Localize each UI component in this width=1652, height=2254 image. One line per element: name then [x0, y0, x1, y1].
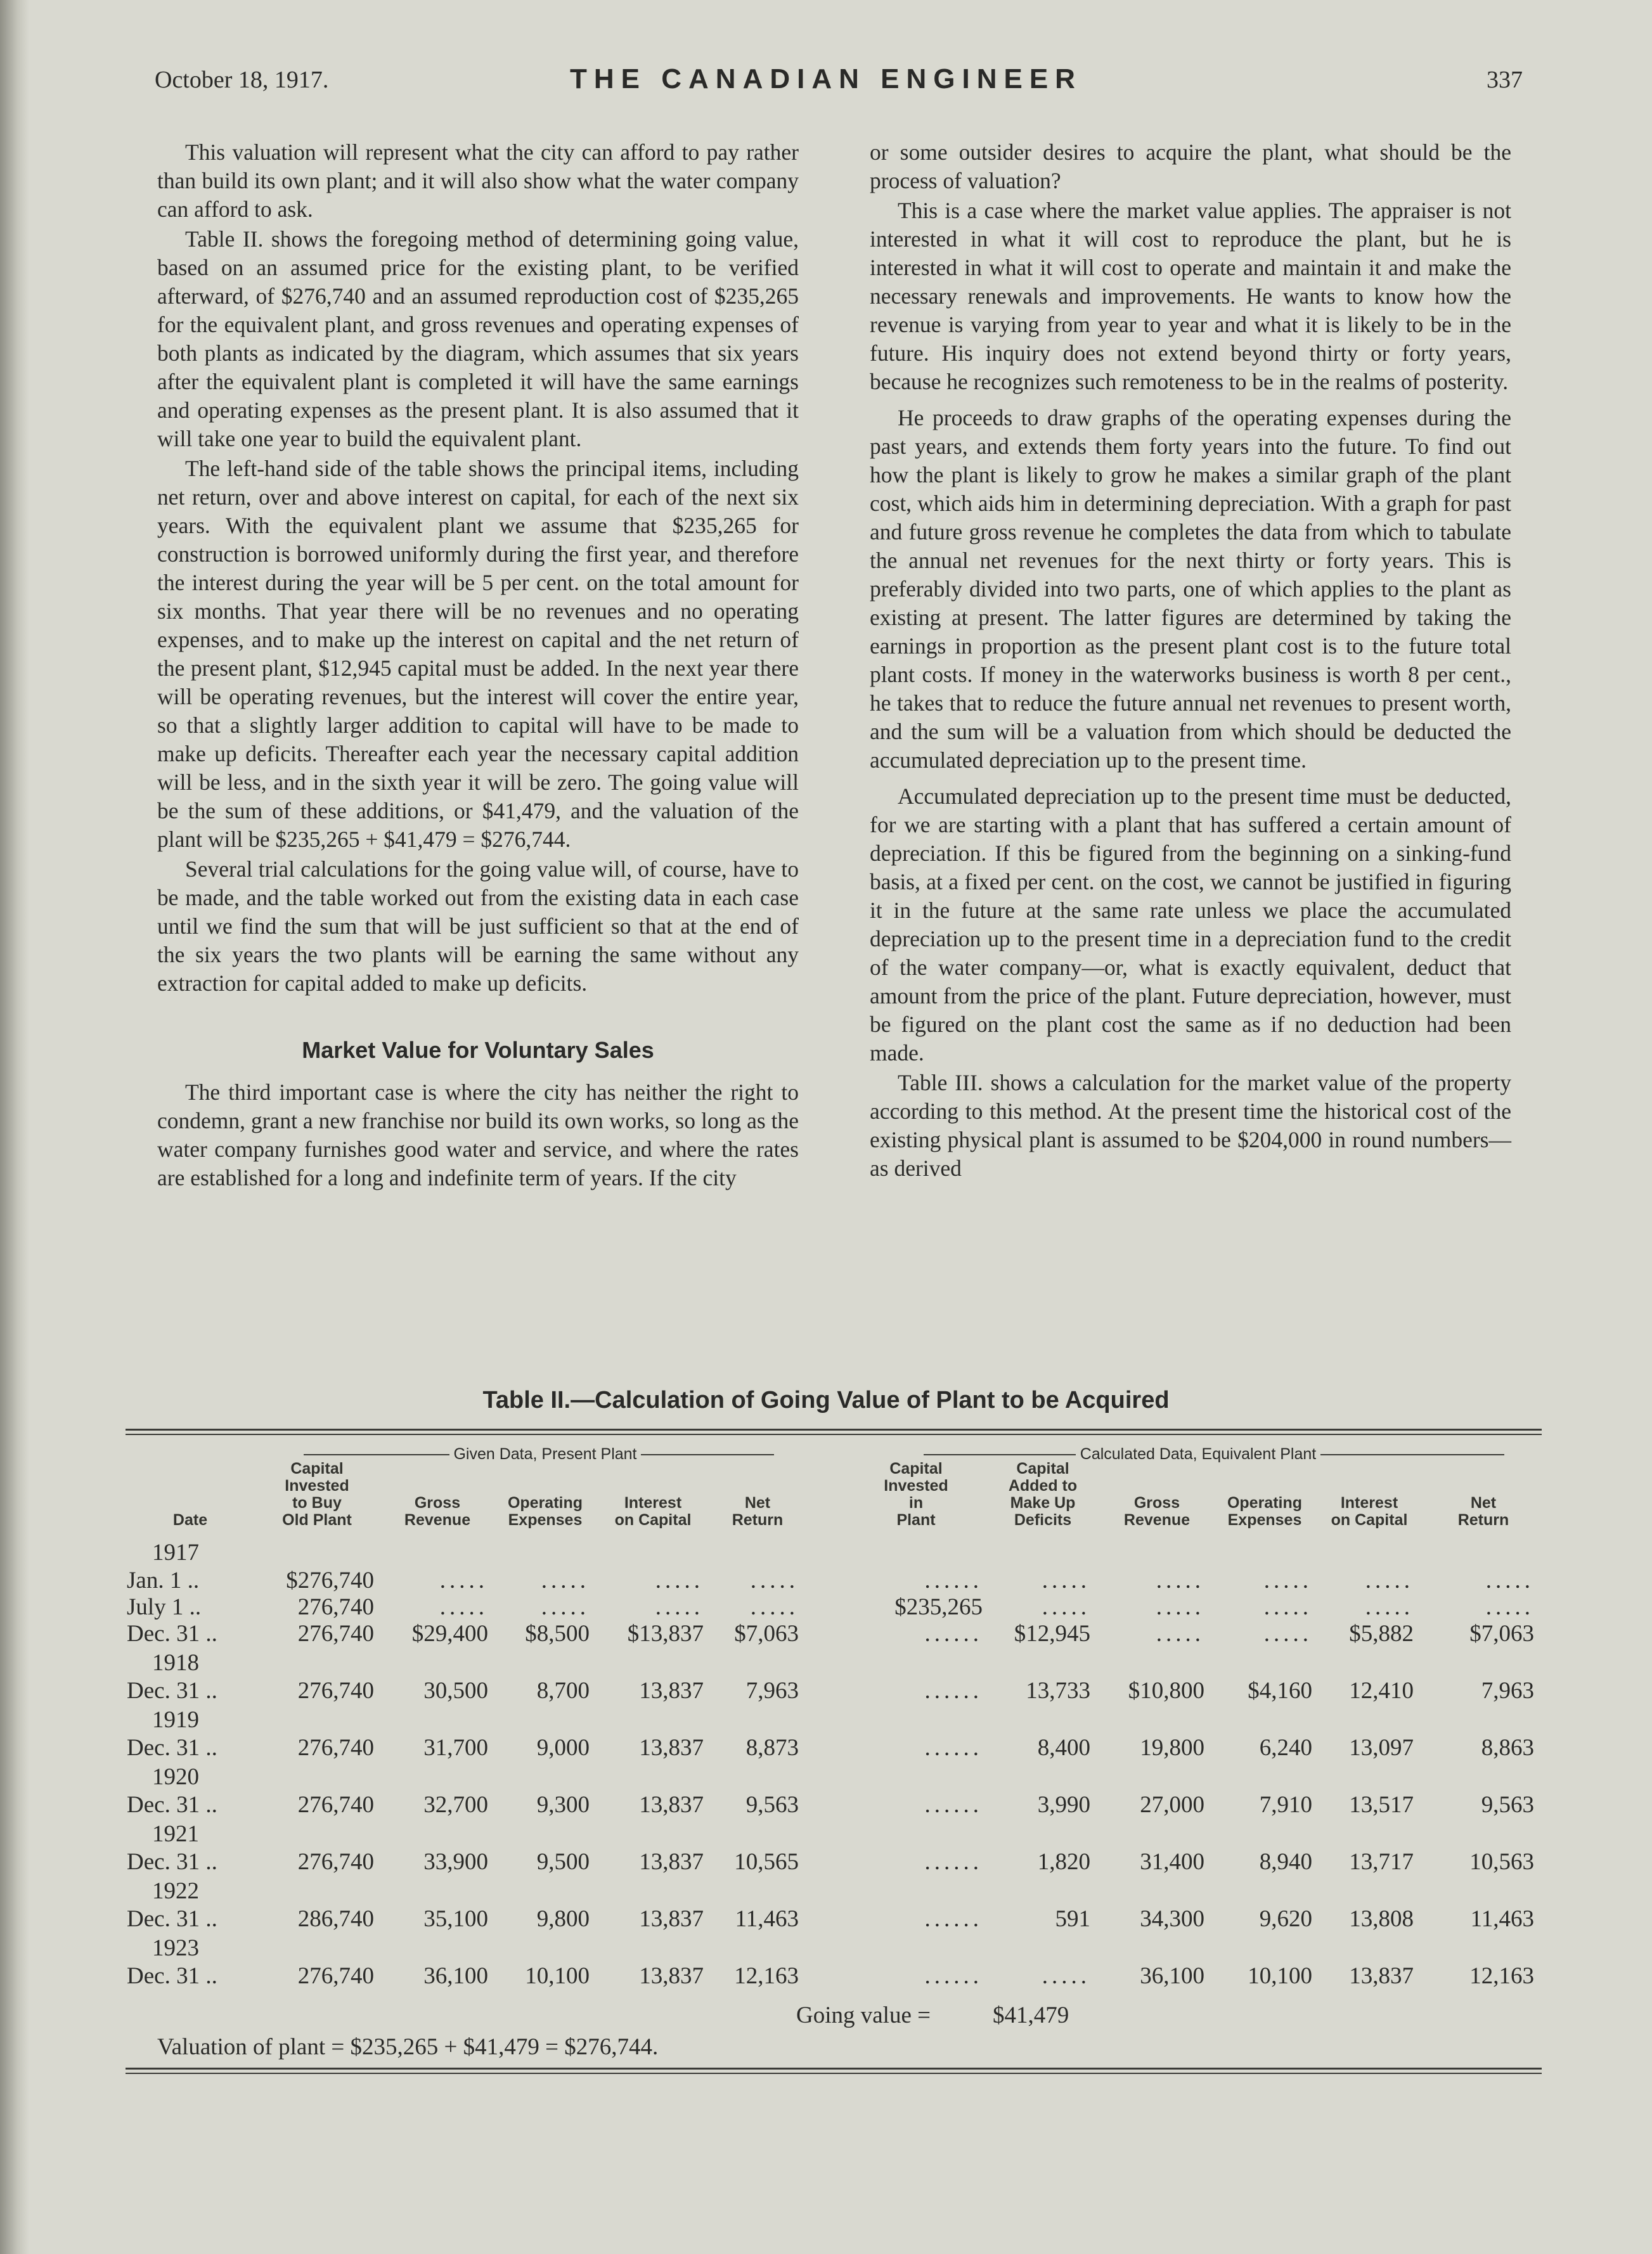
table-cell: 13,837 [639, 1792, 704, 1818]
table-cell: ..... [750, 1568, 799, 1594]
paragraph: Accumulated depreciation up to the present time must be deducted, for we are starting with a plant that has suffered a certain amount of depreciation. If this be figured from the beginning on a sinking-fund basis, at a fixed per cent. on the cost, we cannot be justified in figuring it in the future at the same rate unless we place the accumulated depreciation up to the present time in a depreciation fund to the credit of the water company—or, what is exactly equivalent, deduct that amount from the price of the plant. Future depreciation, however, must be figured on the plant cost the same as if no deduction had been made. [870, 783, 1511, 1066]
table-cell: 27,000 [1140, 1792, 1204, 1818]
table-title: Table II.—Calculation of Going Value of Plant to be Acquired [482, 1387, 1170, 1414]
table-cell: ...... [924, 1963, 983, 1989]
table-bottom-rule [126, 2068, 1542, 2070]
table-cell: 7,963 [1481, 1678, 1534, 1704]
table-cell: ..... [1365, 1568, 1414, 1594]
table-cell: ..... [1156, 1568, 1204, 1594]
table-cell: 34,300 [1140, 1906, 1204, 1932]
table-cell: ..... [1042, 1963, 1090, 1989]
table-row-date: Dec. 31 .. [127, 1621, 217, 1647]
table-cell: 36,100 [423, 1963, 488, 1989]
table-cell: 9,500 [536, 1849, 590, 1875]
column-header-opex2: Operating Expenses [1227, 1494, 1303, 1529]
table-row-date: Jan. 1 .. [127, 1568, 200, 1594]
right-column [870, 138, 1511, 1183]
table-cell: 591 [1055, 1906, 1090, 1932]
table-cell: ...... [924, 1906, 983, 1932]
table-cell: 8,940 [1259, 1849, 1312, 1875]
table-bottom-rule-thin [126, 2073, 1542, 2074]
table-cell: $29,400 [411, 1621, 488, 1647]
column-header-gross2: Gross Revenue [1123, 1494, 1191, 1529]
paragraph: This valuation will represent what the city can afford to pay rather than build its own plant; and it will also show what the water company can afford to ask. [157, 139, 799, 222]
table-top-rule [126, 1429, 1542, 1431]
paragraph: He proceeds to draw graphs of the operating expenses during the past years, and extends them forty years into the future. To find out how the plant is likely to grow he makes a similar graph of the plant cost, which aids him in determining depreciation. With a graph for past and future gross revenue he completes the data from which to tabulate the annual net revenues for the next thirty or forty years. This is preferably divided into two parts, one of which applies to the plant as existing at present. The latter figures are determined by taking the earnings in proportion as the present plant cost is to the future total plant costs. If money in the waterworks business is worth 8 per cent., he takes that to reduce the future annual net revenues to present worth, and the sum will be a valuation from which should be deducted the accumulated depreciation up to the present time. [870, 405, 1511, 773]
table-cell: 13,837 [639, 1735, 704, 1761]
table-cell: 276,740 [297, 1594, 374, 1620]
table-cell: 12,410 [1349, 1678, 1414, 1704]
group-header-equivalent-plant: Calculated Data, Equivalent Plant [887, 1445, 1540, 1464]
table-cell: 276,740 [297, 1678, 374, 1704]
table-cell: ..... [655, 1594, 704, 1620]
table-cell: $5,882 [1349, 1621, 1414, 1647]
table-cell: ...... [924, 1678, 983, 1704]
paragraph: The left-hand side of the table shows the principal items, including net return, over and above interest on capital, for each of the next six years. With the equivalent plant we assume that $235,265 for construction is borrowed uniformly during the first year, and therefore the interest during the year will be 5 per cent. on the total amount for six months. That year there will be no revenues and no operating expenses, and to make up the interest on capital and the net return of the present plant, $12,945 capital must be added. In the next year there will be operating revenues, but the interest will cover the entire year, so that a slightly larger addition to capital will have to be made to make up deficits. Thereafter each year the necessary capital addition will be less, and in the sixth year it will be zero. The going value will be the sum of these additions, or $41,479, and the valuation of the plant will be $235,265 + $41,479 = $276,744. [157, 456, 799, 852]
table-cell: 7,910 [1259, 1792, 1312, 1818]
table-cell: 10,563 [1469, 1849, 1534, 1875]
page-number: 337 [1487, 67, 1523, 93]
table-row-date: Dec. 31 .. [127, 1849, 217, 1875]
table-cell: 1,820 [1037, 1849, 1090, 1875]
table-cell: 8,873 [745, 1735, 799, 1761]
table-cell: $8,500 [525, 1621, 590, 1647]
table-cell: ..... [1042, 1568, 1090, 1594]
table-cell: ...... [924, 1735, 983, 1761]
table-cell: 10,565 [734, 1849, 799, 1875]
table-cell: ..... [1156, 1621, 1204, 1647]
table-cell: 9,800 [536, 1906, 590, 1932]
left-column [157, 138, 799, 1192]
paragraph: Table II. shows the foregoing method of determining going value, based on an assumed price for the existing plant, to be verified afterward, of $276,740 and an assumed reproduction cost of $235,265 for the equivalent plant, and gross revenues and operating expenses of both plants as indicated by the diagram, which assumes that six years after the equivalent plant is completed it will have the same earnings and operating expenses as the present plant. It is also assumed that it will take one year to build the equivalent plant. [157, 226, 799, 451]
table-cell: 13,837 [1349, 1963, 1414, 1989]
table-cell: 31,700 [423, 1735, 488, 1761]
table-cell: 12,163 [734, 1963, 799, 1989]
issue-date: October 18, 1917. [155, 67, 329, 93]
table-cell: 276,740 [297, 1849, 374, 1875]
table-cell: $7,063 [734, 1621, 799, 1647]
paragraph: Table III. shows a calculation for the market value of the property according to this method. At the present time the historical cost of the existing physical plant is assumed to be $204,000 in round numbers—as derived [870, 1070, 1511, 1181]
table-year-label: 1918 [152, 1650, 199, 1676]
table-year-label: 1917 [152, 1540, 199, 1566]
table-cell: ..... [439, 1568, 488, 1594]
table-cell: ..... [655, 1568, 704, 1594]
table-cell: 276,740 [297, 1792, 374, 1818]
table-cell: 13,837 [639, 1678, 704, 1704]
table-cell: 11,463 [1470, 1906, 1534, 1932]
table-cell: 13,097 [1349, 1735, 1414, 1761]
column-header-net2: Net Return [1457, 1494, 1509, 1529]
table-cell: 9,563 [1481, 1792, 1534, 1818]
column-header-added: Capital Added to Make Up Deficits [1008, 1460, 1078, 1529]
table-cell: 276,740 [297, 1621, 374, 1647]
journal-title: THE CANADIAN ENGINEER [570, 63, 1082, 94]
table-cell: 13,837 [639, 1963, 704, 1989]
page-binding-shadow [0, 0, 29, 2254]
table-cell: 12,163 [1469, 1963, 1534, 1989]
table-cell: 13,517 [1349, 1792, 1414, 1818]
table-cell: $276,740 [286, 1568, 374, 1594]
table-cell: $10,800 [1128, 1678, 1204, 1704]
column-header-net: Net Return [732, 1494, 784, 1529]
table-cell: 8,400 [1037, 1735, 1090, 1761]
table-cell: ..... [1263, 1594, 1312, 1620]
table-cell: ...... [924, 1621, 983, 1647]
table-top-rule-thin [126, 1434, 1542, 1435]
table-cell: ..... [541, 1594, 590, 1620]
table-cell: 8,863 [1481, 1735, 1534, 1761]
table-row-date: Dec. 31 .. [127, 1906, 217, 1932]
column-header-date: Date [172, 1511, 208, 1529]
table-cell: ..... [1365, 1594, 1414, 1620]
table-cell: 9,563 [745, 1792, 799, 1818]
column-header-capital-new: Capital Invested in Plant [884, 1460, 948, 1529]
column-header-gross: Gross Revenue [404, 1494, 471, 1529]
table-cell: $13,837 [627, 1621, 704, 1647]
column-header-interest: Interest on Capital [614, 1494, 692, 1529]
table-cell: 33,900 [423, 1849, 488, 1875]
table-cell: ..... [1156, 1594, 1204, 1620]
table-cell: ...... [924, 1568, 983, 1594]
table-cell: 8,700 [536, 1678, 590, 1704]
going-value: $41,479 [993, 2002, 1069, 2028]
table-row-date: Dec. 31 .. [127, 1678, 217, 1704]
table-year-label: 1922 [152, 1878, 199, 1904]
table-cell: 9,300 [536, 1792, 590, 1818]
column-header-opex: Operating Expenses [507, 1494, 583, 1529]
table-cell: 11,463 [735, 1906, 799, 1932]
table-cell: $12,945 [1014, 1621, 1090, 1647]
table-row-date: July 1 .. [127, 1594, 202, 1620]
table-cell: 276,740 [297, 1735, 374, 1761]
table-row-date: Dec. 31 .. [127, 1963, 217, 1989]
table-cell: 286,740 [297, 1906, 374, 1932]
table-cell: 7,963 [745, 1678, 799, 1704]
table-cell: ..... [1263, 1621, 1312, 1647]
table-year-label: 1923 [152, 1935, 199, 1961]
table-cell: $4,160 [1248, 1678, 1312, 1704]
table-cell: ..... [439, 1594, 488, 1620]
going-value-label: Going value = [796, 2002, 931, 2028]
table-cell: $235,265 [894, 1594, 983, 1620]
paragraph: Several trial calculations for the going value will, of course, have to be made, and the table worked out from the existing data in each case until we find the sum that will be just sufficient so that at the end of the six years the two plants will be earning the same without any extraction for capital added to make up deficits. [157, 856, 799, 996]
table-cell: 10,100 [525, 1963, 590, 1989]
table-cell: $7,063 [1469, 1621, 1534, 1647]
table-cell: 19,800 [1140, 1735, 1204, 1761]
table-cell: 13,837 [639, 1849, 704, 1875]
column-header-capital-old: Capital Invested to Buy Old Plant [282, 1460, 352, 1529]
table-cell: ..... [541, 1568, 590, 1594]
table-year-label: 1919 [152, 1707, 199, 1733]
table-year-label: 1921 [152, 1821, 199, 1847]
table-cell: 9,000 [536, 1735, 590, 1761]
paragraph: The third important case is where the city has neither the right to condemn, grant a new franchise nor build its own works, so long as the water company furnishes good water and service, and where the rates are established for a long and indefinite term of years. If the city [157, 1079, 799, 1190]
table-row-date: Dec. 31 .. [127, 1792, 217, 1818]
table-cell: 35,100 [423, 1906, 488, 1932]
table-cell: ..... [1042, 1594, 1090, 1620]
paragraph-continuation: or some outsider desires to acquire the plant, what should be the process of valuation? [870, 139, 1511, 193]
table-cell: ..... [1263, 1568, 1312, 1594]
table-cell: 31,400 [1140, 1849, 1204, 1875]
section-heading: Market Value for Voluntary Sales [302, 1037, 654, 1063]
table-cell: ..... [750, 1594, 799, 1620]
valuation-line: Valuation of plant = $235,265 + $41,479 = $276,744. [157, 2034, 659, 2060]
table-cell: 6,240 [1259, 1735, 1312, 1761]
table-cell: 276,740 [297, 1963, 374, 1989]
table-cell: ...... [924, 1849, 983, 1875]
table-cell: 9,620 [1259, 1906, 1312, 1932]
table-cell: ..... [1485, 1594, 1534, 1620]
table-year-label: 1920 [152, 1764, 199, 1790]
table-row-date: Dec. 31 .. [127, 1735, 217, 1761]
table-cell: 13,717 [1349, 1849, 1414, 1875]
table-cell: 36,100 [1140, 1963, 1204, 1989]
table-cell: ...... [924, 1792, 983, 1818]
paragraph: This is a case where the market value applies. The appraiser is not interested in what it will cost to reproduce the plant, but he is interested in what it will cost to operate and maintain it and make the necessary renewals and improvements. He wants to know how the revenue is varying from year to year and what it is likely to be in the future. His inquiry does not extend beyond thirty or forty years, because he recognizes such remoteness to be in the realms of posterity. [870, 198, 1511, 394]
group-header-present-plant: Given Data, Present Plant [266, 1445, 811, 1464]
table-cell: ..... [1485, 1568, 1534, 1594]
column-header-interest2: Interest on Capital [1331, 1494, 1408, 1529]
table-cell: 13,808 [1349, 1906, 1414, 1932]
table-cell: 32,700 [423, 1792, 488, 1818]
table-cell: 13,837 [639, 1906, 704, 1932]
table-cell: 3,990 [1037, 1792, 1090, 1818]
table-cell: 13,733 [1026, 1678, 1090, 1704]
table-cell: 30,500 [423, 1678, 488, 1704]
table-cell: 10,100 [1248, 1963, 1312, 1989]
